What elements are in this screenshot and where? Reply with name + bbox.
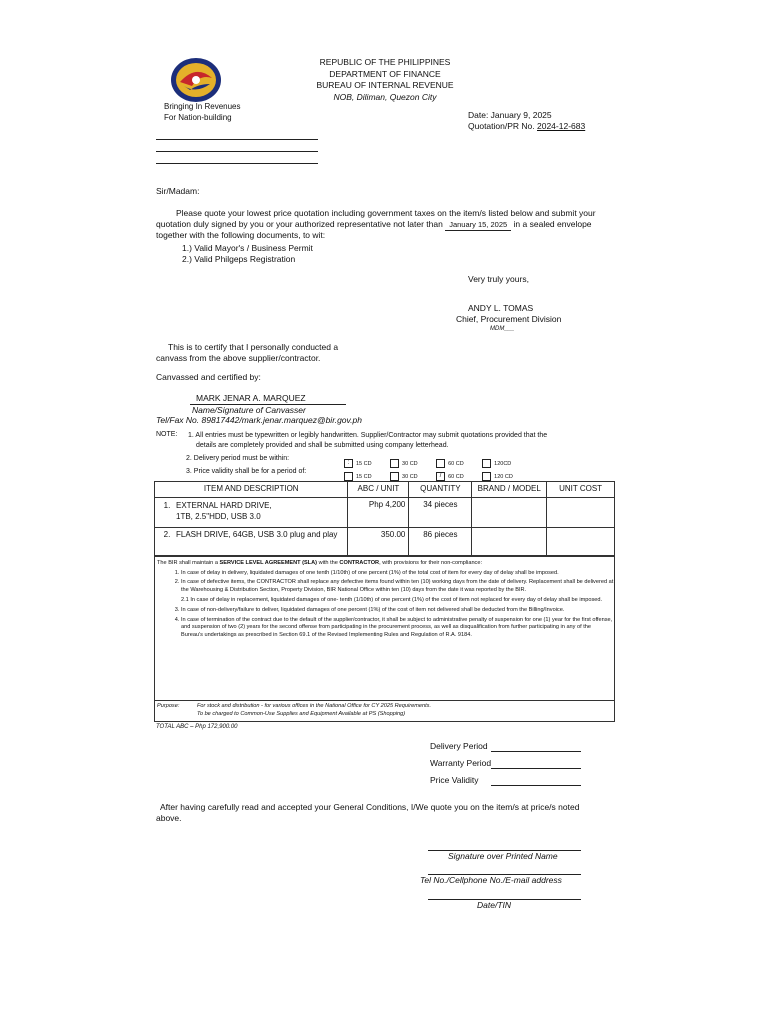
table-header-row xyxy=(155,482,615,498)
note-1-line-b: details are completely provided and shall be submitted using company letterhead. xyxy=(196,442,449,449)
header-address: NOB, Diliman, Quezon City xyxy=(333,91,437,102)
sla-terms-list xyxy=(155,570,614,640)
canvasser-caption: Name/Signature of Canvasser xyxy=(192,405,306,415)
signatory-title: Chief, Procurement Division xyxy=(456,314,562,324)
table-row xyxy=(155,528,615,556)
body-line-2-text: quotation duly signed by you or your authorized representative not later than xyxy=(156,219,443,229)
pr-label: Quotation/PR No. xyxy=(468,121,535,131)
date-block xyxy=(468,110,585,132)
sla-intro xyxy=(155,557,614,570)
canvasser-name: MARK JENAR A. MARQUEZ xyxy=(196,393,306,403)
sla-intro-b: SERVICE LEVEL AGREEMENT (SLA) xyxy=(219,560,318,566)
sla-term-2-text: 2. In case of defective items, the CONTRACTOR shall replace any defective items found within ten (10) working days from the date of delivery. Replacement shall be delivered at the Warehousing & Distribution Section, Property Division, BIR National Office within ten (10) days from the date it was reported by the BIR. xyxy=(181,579,614,593)
purpose-line-2: To be charged to Common-Use Supplies and Equipment Available at PS (Shopping) xyxy=(197,711,406,717)
sla-terms-box xyxy=(154,556,615,722)
acceptance-line-2: above. xyxy=(156,813,182,823)
sla-intro-c: with the xyxy=(318,560,338,566)
signatory-name: ANDY L. TOMAS xyxy=(468,303,534,313)
delivery-60cd-label: 60 CD xyxy=(448,460,464,467)
abc-unit-cell: Php 4,200 xyxy=(348,498,409,528)
purpose-label: Purpose: xyxy=(157,703,180,709)
agency-header xyxy=(0,57,770,103)
header-line2: DEPARTMENT OF FINANCE xyxy=(329,68,441,79)
total-abc: TOTAL ABC – Php 172,900.00 xyxy=(156,724,238,730)
col-quantity: QUANTITY xyxy=(409,482,472,498)
requirement-2: 2.) Valid Philgeps Registration xyxy=(182,254,296,264)
delivery-period-label: Delivery Period xyxy=(430,741,488,751)
brand-model-cell[interactable] xyxy=(472,498,547,528)
delivery-period-field[interactable] xyxy=(491,751,581,752)
warranty-period-field[interactable] xyxy=(491,768,581,769)
validity-120cd-label: 120 CD xyxy=(494,473,513,480)
note-label: NOTE: xyxy=(156,431,178,438)
item-number: 1. xyxy=(163,501,171,510)
certify-line-1: This is to certify that I personally conducted a xyxy=(168,342,339,352)
deadline-date: January 15, 2025 xyxy=(445,219,511,231)
contact-caption: Tel No./Cellphone No./E-mail address xyxy=(420,875,562,885)
body-line-1: Please quote your lowest price quotation including government taxes on the item/s listed below and submit your xyxy=(176,208,596,218)
salutation: Sir/Madam: xyxy=(156,186,200,196)
tagline-line2: For Nation-building xyxy=(164,113,232,122)
body-line-2-end: in a sealed envelope xyxy=(513,219,592,229)
price-validity-label: Price Validity xyxy=(430,775,479,785)
quantity-cell: 34 pieces xyxy=(409,498,472,528)
date-tin-caption: Date/TIN xyxy=(477,900,512,910)
requirement-1: 1.) Valid Mayor's / Business Permit xyxy=(182,243,313,253)
canvassed-heading: Canvassed and certified by: xyxy=(156,372,261,382)
price-validity-field[interactable] xyxy=(491,785,581,786)
sla-term-1: 1. In case of delay in delivery, liquidated damages of one tenth (1/10th) of one percent (1%) of the total cost of item for every day of delay shall be imposed. xyxy=(181,570,614,578)
col-unit-cost: UNIT COST xyxy=(547,482,615,498)
sla-intro-e: , with provisions for their non-compliance: xyxy=(379,560,483,566)
acceptance-line-1: After having carefully read and accepted your General Conditions, I/We quote you on the item/s at price/s noted xyxy=(160,802,580,812)
unit-cost-cell[interactable] xyxy=(547,528,615,556)
sla-term-4: 4. In case of termination of the contract due to the default of the supplier/contractor, it shall be subject to administrative penalty of suspension for one (1) year for the first offense, and suspension of two (2) years for the second offense from participating in the procurement process, as well as disqualification from further participating in any of the Bureau's undertakings as prescribed in Section 69.1 of the Revised Implementing Rules and Regulation of R.A. 9184. xyxy=(181,617,614,640)
item-desc-cell xyxy=(155,528,348,556)
validity-30cd-checkbox[interactable] xyxy=(390,472,399,481)
validity-30cd-label: 30 CD xyxy=(402,473,418,480)
item-desc-cell xyxy=(155,498,348,528)
item-desc-line1: EXTERNAL HARD DRIVE, xyxy=(176,501,272,510)
initials: MDM___ xyxy=(490,326,515,332)
items-table xyxy=(154,481,615,556)
pr-number-line xyxy=(468,121,585,132)
delivery-30cd-label: 30 CD xyxy=(402,460,418,467)
delivery-15cd-checkbox[interactable]: : xyxy=(344,459,353,468)
body-line-3: together with the following documents, to wit: xyxy=(156,230,326,240)
col-item-description: ITEM AND DESCRIPTION xyxy=(155,482,348,498)
quantity-cell: 86 pieces xyxy=(409,528,472,556)
col-abc-unit: ABC / UNIT xyxy=(348,482,409,498)
validity-60cd-label: 60 CD xyxy=(448,473,464,480)
delivery-60cd-checkbox[interactable] xyxy=(436,459,445,468)
sla-intro-a: The BIR shall maintain a xyxy=(157,560,218,566)
header-line1: REPUBLIC OF THE PHILIPPINES xyxy=(319,57,451,67)
note-2: 2. Delivery period must be within: xyxy=(186,455,290,462)
warranty-period-label: Warranty Period xyxy=(430,758,492,768)
address-line-2[interactable] xyxy=(156,151,318,152)
signature-caption: Signature over Printed Name xyxy=(448,851,558,861)
tagline xyxy=(164,101,241,123)
abc-unit-cell: 350.00 xyxy=(348,528,409,556)
note-3: 3. Price validity shall be for a period of: xyxy=(186,468,307,475)
date-text: Date: January 9, 2025 xyxy=(468,110,552,120)
sla-term-3: 3. In case of non-delivery/failure to deliver, liquidated damages of one percent (1%) of the cost of item not delivered shall be deducted from the Billing/Invoice. xyxy=(181,607,614,615)
delivery-30cd-checkbox[interactable] xyxy=(390,459,399,468)
note-1 xyxy=(188,431,547,451)
canvasser-contact: Tel/Fax No. 89817442/mark.jenar.marquez@bir.gov.ph xyxy=(156,415,362,425)
col-brand-model: BRAND / MODEL xyxy=(472,482,547,498)
validity-15cd-checkbox[interactable] xyxy=(344,472,353,481)
purpose-line-1: For stock and distribution - for various offices in the National Office for CY 2025 Requirements. xyxy=(197,703,432,709)
item-number: 2. xyxy=(163,530,171,539)
item-desc-line1: FLASH DRIVE, 64GB, USB 3.0 plug and play xyxy=(176,530,338,539)
note-1-line-a: 1. All entries must be typewritten or legibly handwritten. Supplier/Contractor may submit quotations provided that the xyxy=(188,432,548,439)
address-line-1[interactable] xyxy=(156,139,318,140)
sla-term-2-1: 2.1 In case of delay in replacement, liquidated damages of one- tenth (1/10th) of one percent (1%) of the cost of item not replaced for every day of delay shall be imposed. xyxy=(181,597,603,604)
sla-intro-d: CONTRACTOR xyxy=(339,560,380,566)
address-line-3[interactable] xyxy=(156,163,318,164)
unit-cost-cell[interactable] xyxy=(547,498,615,528)
closing-yours: Very truly yours, xyxy=(468,274,529,284)
tagline-line1: Bringing In Revenues xyxy=(164,102,241,111)
delivery-120cd-checkbox[interactable] xyxy=(482,459,491,468)
validity-60cd-checkbox[interactable]: / xyxy=(436,472,445,481)
delivery-120cd-label: 120CD xyxy=(494,460,512,467)
item-desc-line2: 1TB, 2.5"HDD, USB 3.0 xyxy=(176,512,261,521)
brand-model-cell[interactable] xyxy=(472,528,547,556)
table-row xyxy=(155,498,615,528)
certify-line-2: canvass from the above supplier/contractor. xyxy=(156,353,321,363)
sla-term-2 xyxy=(181,579,614,605)
purpose-row xyxy=(155,700,614,721)
pr-number: 2024-12-683 xyxy=(537,121,586,131)
validity-15cd-label: 15 CD xyxy=(356,473,372,480)
validity-120cd-checkbox[interactable] xyxy=(482,472,491,481)
header-line3: BUREAU OF INTERNAL REVENUE xyxy=(316,80,454,90)
delivery-15cd-label: 15 CD xyxy=(356,460,372,467)
